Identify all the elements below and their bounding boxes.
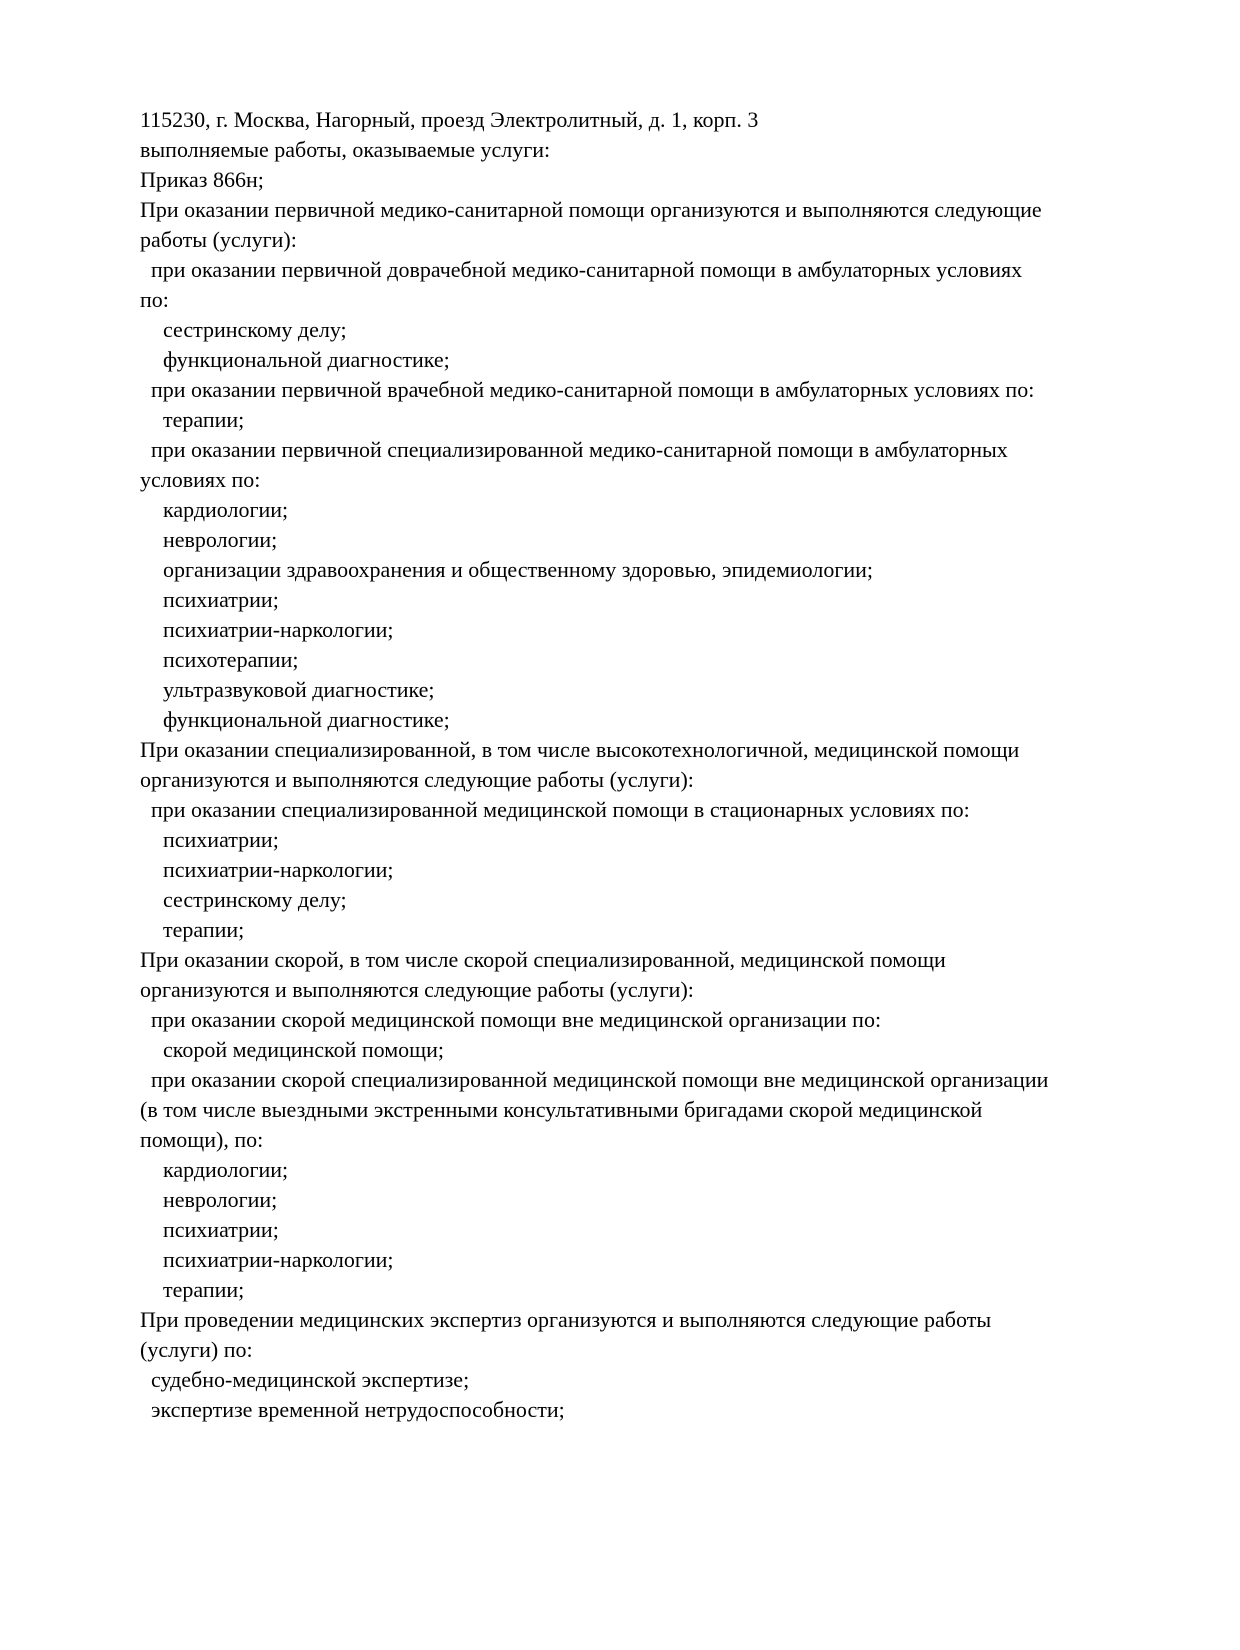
text-line: организации здравоохранения и общественному здоровью, эпидемиологии; bbox=[163, 557, 874, 582]
text-line: неврологии; bbox=[163, 1187, 278, 1212]
text-line: психиатрии; bbox=[163, 587, 279, 612]
text-line: терапии; bbox=[163, 1277, 245, 1302]
text-line: по: bbox=[140, 287, 169, 312]
text-line: (в том числе выездными экстренными консультативными бригадами скорой медицинской bbox=[140, 1097, 983, 1122]
text-line: При оказании скорой, в том числе скорой специализированной, медицинской помощи bbox=[140, 947, 946, 972]
text-line: Приказ 866н; bbox=[140, 167, 264, 192]
text-line: скорой медицинской помощи; bbox=[163, 1037, 445, 1062]
text-line: неврологии; bbox=[163, 527, 278, 552]
text-line: организуются и выполняются следующие работы (услуги): bbox=[140, 767, 694, 792]
text-line: терапии; bbox=[163, 407, 245, 432]
text-line: условиях по: bbox=[140, 467, 261, 492]
text-line: работы (услуги): bbox=[140, 227, 297, 252]
text-line: сестринскому делу; bbox=[163, 317, 347, 342]
text-line: выполняемые работы, оказываемые услуги: bbox=[140, 137, 551, 162]
text-line: экспертизе временной нетрудоспособности; bbox=[151, 1397, 565, 1422]
text-line: терапии; bbox=[163, 917, 245, 942]
text-line: психотерапии; bbox=[163, 647, 299, 672]
text-line: при оказании скорой специализированной медицинской помощи вне медицинской организации bbox=[151, 1067, 1049, 1092]
text-line: ультразвуковой диагностике; bbox=[163, 677, 435, 702]
text-line: психиатрии-наркологии; bbox=[163, 617, 394, 642]
text-line: 115230, г. Москва, Нагорный, проезд Электролитный, д. 1, корп. 3 bbox=[140, 107, 759, 132]
text-line: психиатрии; bbox=[163, 1217, 279, 1242]
text-line: При проведении медицинских экспертиз организуются и выполняются следующие работы bbox=[140, 1307, 992, 1332]
text-line: при оказании специализированной медицинской помощи в стационарных условиях по: bbox=[151, 797, 970, 822]
text-line: судебно-медицинской экспертизе; bbox=[151, 1367, 470, 1392]
text-line: функциональной диагностике; bbox=[163, 347, 450, 372]
text-line: кардиологии; bbox=[163, 497, 289, 522]
text-line: кардиологии; bbox=[163, 1157, 289, 1182]
text-line: при оказании первичной врачебной медико-санитарной помощи в амбулаторных условиях по: bbox=[151, 377, 1035, 402]
text-line: помощи), по: bbox=[140, 1127, 264, 1152]
text-line: организуются и выполняются следующие работы (услуги): bbox=[140, 977, 694, 1002]
text-line: психиатрии-наркологии; bbox=[163, 857, 394, 882]
document-text-block bbox=[140, 105, 1240, 1425]
text-line: при оказании первичной специализированной медико-санитарной помощи в амбулаторных bbox=[151, 437, 1008, 462]
text-line: функциональной диагностике; bbox=[163, 707, 450, 732]
text-line: При оказании первичной медико-санитарной помощи организуются и выполняются следующие bbox=[140, 197, 1042, 222]
text-line: при оказании скорой медицинской помощи вне медицинской организации по: bbox=[151, 1007, 882, 1032]
text-line: (услуги) по: bbox=[140, 1337, 253, 1362]
text-line: При оказании специализированной, в том числе высокотехнологичной, медицинской помощи bbox=[140, 737, 1020, 762]
text-line: психиатрии; bbox=[163, 827, 279, 852]
text-line: при оказании первичной доврачебной медико-санитарной помощи в амбулаторных условиях bbox=[151, 257, 1023, 282]
text-line: сестринскому делу; bbox=[163, 887, 347, 912]
text-line: психиатрии-наркологии; bbox=[163, 1247, 394, 1272]
